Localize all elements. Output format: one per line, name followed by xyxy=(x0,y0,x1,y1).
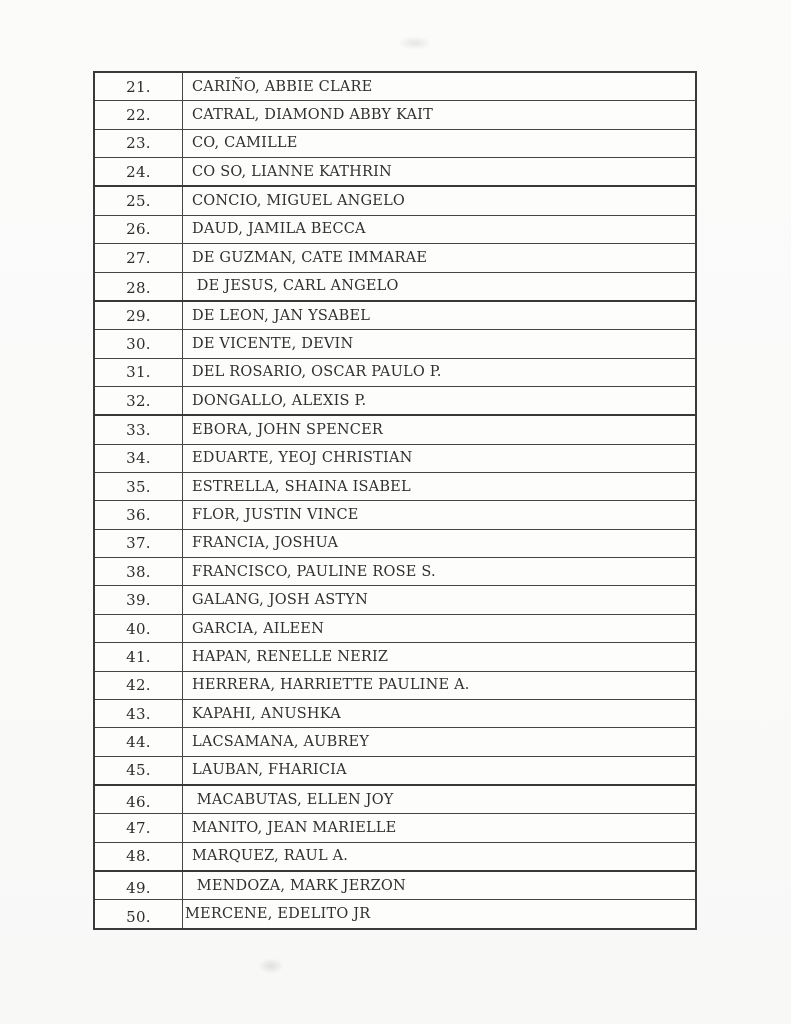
table-row xyxy=(95,586,695,614)
row-number: 47. xyxy=(95,814,183,841)
row-name: HAPAN, RENELLE NERIZ xyxy=(192,648,389,665)
row-number: 30. xyxy=(95,330,183,357)
row-name: HERRERA, HARRIETTE PAULINE A. xyxy=(192,677,470,694)
row-number: 22. xyxy=(95,101,183,128)
row-number: 36. xyxy=(95,501,183,528)
row-number: 43. xyxy=(95,700,183,727)
row-name: CO SO, LIANNE KATHRIN xyxy=(192,163,392,180)
row-number: 28. xyxy=(95,273,183,300)
table-row xyxy=(95,387,695,416)
row-number: 39. xyxy=(95,586,183,613)
table-row xyxy=(95,814,695,842)
table-row xyxy=(95,445,695,473)
table-row xyxy=(95,700,695,728)
row-name: FRANCIA, JOSHUA xyxy=(192,535,339,552)
row-name: KAPAHI, ANUSHKA xyxy=(192,705,341,722)
row-name: DE VICENTE, DEVIN xyxy=(192,335,354,352)
row-number: 35. xyxy=(95,473,183,500)
table-row xyxy=(95,672,695,700)
table-row xyxy=(95,244,695,272)
table-row xyxy=(95,187,695,215)
row-name: GALANG, JOSH ASTYN xyxy=(192,592,368,609)
table-row xyxy=(95,473,695,501)
row-name: CARIÑO, ABBIE CLARE xyxy=(192,78,373,95)
row-name: LACSAMANA, AUBREY xyxy=(192,733,370,750)
row-number: 48. xyxy=(95,843,183,870)
table-row xyxy=(95,900,695,927)
row-number: 38. xyxy=(95,558,183,585)
row-name: DE GUZMAN, CATE IMMARAE xyxy=(192,249,428,266)
row-number: 24. xyxy=(95,158,183,185)
table-row xyxy=(95,73,695,101)
row-name: DONGALLO, ALEXIS P. xyxy=(192,392,367,409)
table-row xyxy=(95,273,695,302)
row-name: FRANCISCO, PAULINE ROSE S. xyxy=(192,563,436,580)
row-number: 27. xyxy=(95,244,183,271)
table-row xyxy=(95,872,695,900)
row-name: FLOR, JUSTIN VINCE xyxy=(192,507,359,524)
table-row xyxy=(95,330,695,358)
table-row xyxy=(95,158,695,187)
row-name: GARCIA, AILEEN xyxy=(192,620,324,637)
row-name: EDUARTE, YEOJ CHRISTIAN xyxy=(192,450,413,467)
name-roster-table xyxy=(93,71,697,930)
row-number: 46. xyxy=(95,786,183,813)
row-name: CATRAL, DIAMOND ABBY KAIT xyxy=(192,107,433,124)
table-row xyxy=(95,130,695,158)
table-row xyxy=(95,416,695,444)
row-name: ESTRELLA, SHAINA ISABEL xyxy=(192,478,411,495)
row-number: 21. xyxy=(95,73,183,100)
row-number: 25. xyxy=(95,187,183,214)
scan-smudge-bottom xyxy=(258,958,284,974)
row-number: 45. xyxy=(95,757,183,784)
row-number: 50. xyxy=(95,900,183,927)
row-name: DE JESUS, CARL ANGELO xyxy=(192,278,399,295)
table-row xyxy=(95,501,695,529)
table-row xyxy=(95,757,695,786)
row-number: 33. xyxy=(95,416,183,443)
row-name: EBORA, JOHN SPENCER xyxy=(192,421,384,438)
table-row xyxy=(95,843,695,872)
row-number: 37. xyxy=(95,530,183,557)
table-row xyxy=(95,359,695,387)
row-number: 41. xyxy=(95,643,183,670)
row-number: 34. xyxy=(95,445,183,472)
scan-smudge-top xyxy=(398,36,432,50)
row-number: 44. xyxy=(95,728,183,755)
row-number: 40. xyxy=(95,615,183,642)
row-number: 26. xyxy=(95,216,183,243)
row-number: 29. xyxy=(95,302,183,329)
row-name: CONCIO, MIGUEL ANGELO xyxy=(192,193,405,210)
row-name: MANITO, JEAN MARIELLE xyxy=(192,820,397,837)
row-number: 23. xyxy=(95,130,183,157)
row-name: CO, CAMILLE xyxy=(192,135,298,152)
table-row xyxy=(95,101,695,129)
row-name: DE LEON, JAN YSABEL xyxy=(192,307,371,324)
table-row xyxy=(95,216,695,244)
row-number: 31. xyxy=(95,359,183,386)
row-name: MERCENE, EDELITO JR xyxy=(185,906,371,923)
row-number: 49. xyxy=(95,872,183,899)
table-row xyxy=(95,558,695,586)
row-name: DAUD, JAMILA BECCA xyxy=(192,221,366,238)
table-row xyxy=(95,302,695,330)
row-name: MENDOZA, MARK JERZON xyxy=(192,877,406,894)
row-name: MARQUEZ, RAUL A. xyxy=(192,848,349,865)
row-number: 32. xyxy=(95,387,183,414)
table-row xyxy=(95,728,695,756)
row-name: DEL ROSARIO, OSCAR PAULO P. xyxy=(192,364,442,381)
row-number: 42. xyxy=(95,672,183,699)
row-name: LAUBAN, FHARICIA xyxy=(192,762,347,779)
table-row xyxy=(95,615,695,643)
row-name: MACABUTAS, ELLEN JOY xyxy=(192,791,394,808)
table-row xyxy=(95,786,695,814)
table-row xyxy=(95,530,695,558)
table-row xyxy=(95,643,695,671)
